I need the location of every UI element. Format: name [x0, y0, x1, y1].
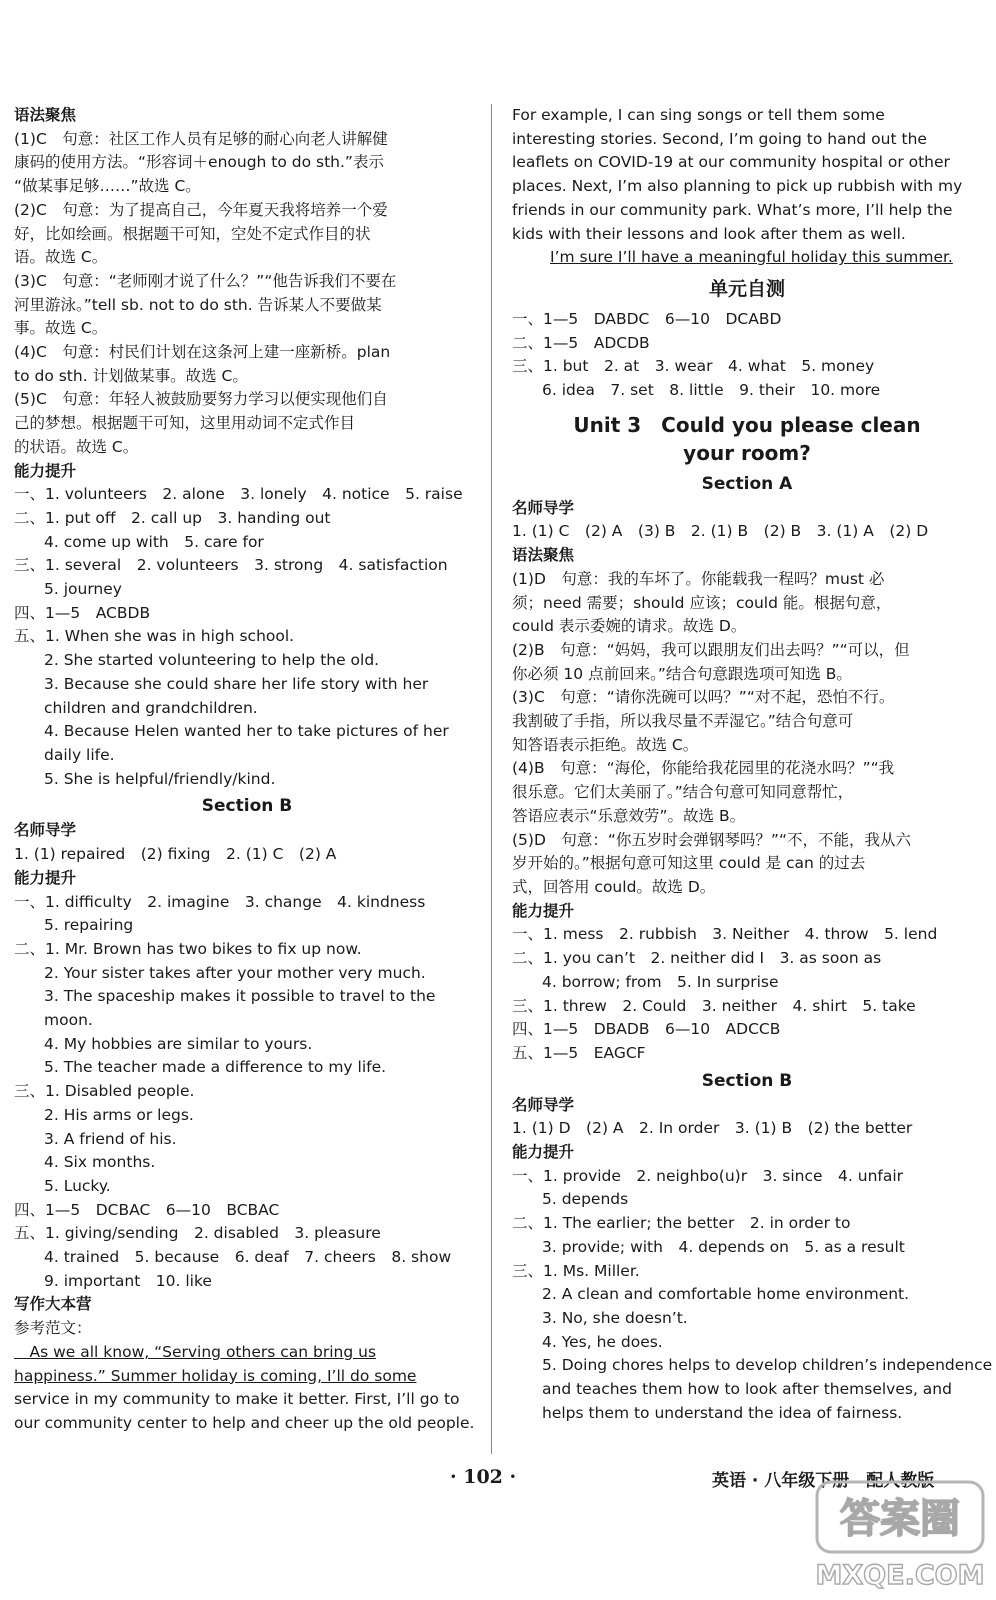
answer-line: 四、1—5 DCBAC 6—10 BCBAC [14, 1200, 280, 1219]
answer-line: 5. Lucky. [44, 1176, 111, 1195]
answer-line: 3. A friend of his. [44, 1129, 177, 1148]
grammar-line: 答语应表示“乐意效劳”。故选 B。 [512, 806, 746, 825]
answer-line: 5. repairing [44, 916, 134, 935]
answer-line: 一、1. provide 2. neighbo(u)r 3. since 4. unfair [512, 1166, 904, 1185]
answer-line: 三、1. but 2. at 3. wear 4. what 5. money [512, 357, 875, 376]
answer-line: 3. No, she doesn’t. [542, 1308, 688, 1327]
right-column [512, 104, 993, 1425]
grammar-line: (5)C 句意：年轻人被鼓励要努力学习以便实现他们自 [14, 390, 388, 409]
svg-text:MXQE.COM: MXQE.COM [815, 1560, 985, 1591]
answer-line: 三、1. threw 2. Could 3. neither 4. shirt 5. take [512, 996, 916, 1015]
answer-line: 2. Your sister takes after your mother very much. [44, 963, 426, 982]
essay-line: happiness.” Summer holiday is coming, I’ll do some [14, 1366, 417, 1385]
grammar-heading-a: 语法聚焦 [512, 546, 575, 565]
answer-line: 5. depends [542, 1190, 629, 1209]
grammar-line: to do sth. 计划做某事。故选 C。 [14, 366, 248, 385]
answer-line: 5. journey [44, 580, 122, 599]
answer-line: 四、1—5 ACBDB [14, 603, 151, 622]
ability2-list [14, 891, 480, 1294]
answer-line: helps them to understand the idea of fairness. [542, 1403, 903, 1422]
answer-line: 二、1. put off 2. call up 3. handing out [14, 508, 331, 527]
page-number: · 102 · [450, 1466, 517, 1488]
grammar-list-a [512, 568, 982, 900]
essay-line: I’m sure I’ll have a meaningful holiday this summer. [550, 248, 953, 267]
essay-left [14, 1341, 480, 1436]
ability2-heading-b: 能力提升 [512, 1143, 575, 1162]
answer-line: 三、1. Disabled people. [14, 1082, 195, 1101]
grammar-line: 语。故选 C。 [14, 248, 108, 267]
grammar-line: (2)B 句意：“妈妈，我可以跟朋友们出去吗？”“可以，但 [512, 640, 910, 659]
answer-line: 三、1. Ms. Miller. [512, 1261, 640, 1280]
grammar-line: (4)C 句意：村民们计划在这条河上建一座新桥。plan [14, 343, 391, 362]
column-divider [491, 104, 492, 1454]
ability-list-a [512, 923, 982, 1065]
essay-line: As we all know, “Serving others can bring us [14, 1342, 377, 1361]
book-info: 英语 · 八年级下册 配人教版 [712, 1471, 935, 1491]
teacher-line-b: 1. (1) D (2) A 2. In order 3. (1) B (2) the better [512, 1119, 913, 1138]
grammar-line: (3)C 句意：“老师刚才说了什么？”“他告诉我们不要在 [14, 271, 397, 290]
answer-line: 9. important 10. like [44, 1271, 212, 1290]
answer-line: 5. The teacher made a difference to my life. [44, 1058, 387, 1077]
answer-line: and teaches them how to look after themselves, and [542, 1380, 952, 1399]
answer-line: 三、1. several 2. volunteers 3. strong 4. satisfaction [14, 556, 448, 575]
answer-line: 2. A clean and comfortable home environment. [542, 1285, 910, 1304]
section-a-title: Section A [701, 473, 793, 494]
answer-line: 3. The spaceship makes it possible to travel to the [44, 987, 436, 1006]
section-b-title-r: Section B [701, 1070, 793, 1091]
grammar-line: (2)C 句意：为了提高自己，今年夏天我将培养一个爱 [14, 200, 388, 219]
answer-line: 6. idea 7. set 8. little 9. their 10. more [542, 381, 881, 400]
answer-line: 五、1. When she was in high school. [14, 627, 295, 646]
watermark-logo [815, 1478, 985, 1594]
answer-line: 四、1—5 DBADB 6—10 ADCCB [512, 1020, 781, 1039]
self-test-title: 单元自测 [708, 277, 785, 300]
essay-line: kids with their lessons and look after them as well. [512, 224, 906, 243]
answer-line: 五、1. giving/sending 2. disabled 3. pleasure [14, 1224, 381, 1243]
essay-line: For example, I can sing songs or tell them some [512, 106, 885, 124]
grammar-line: 的状语。故选 C。 [14, 437, 139, 456]
teacher-heading-b: 名师导学 [512, 1095, 575, 1114]
grammar-line: 我割破了手指，所以我尽量不弄湿它。”结合句意可 [512, 712, 854, 731]
answer-line: children and grandchildren. [44, 698, 258, 717]
essay-line: leaflets on COVID-19 at our community hospital or other [512, 153, 950, 172]
teacher-line-a: 1. (1) C (2) A (3) B 2. (1) B (2) B 3. (1) A (2) D [512, 522, 929, 541]
grammar-line: “做某事足够……”故选 C。 [14, 177, 201, 196]
ability-heading-a: 能力提升 [512, 901, 575, 920]
grammar-line: 河里游泳。”tell sb. not to do sth. 告诉某人不要做某 [14, 295, 382, 314]
answer-line: 一、1. volunteers 2. alone 3. lonely 4. notice 5. raise [14, 485, 463, 504]
grammar-line: 事。故选 C。 [14, 319, 108, 338]
answer-line: 一、1—5 DABDC 6—10 DCABD [512, 309, 782, 328]
section-b-title: Section B [201, 796, 293, 817]
answer-line: 3. Because she could share her life story with her [44, 674, 429, 693]
answer-line: 4. My hobbies are similar to yours. [44, 1034, 313, 1053]
unit-title-line2: your room? [683, 440, 811, 465]
grammar-line: 岁开始的。”根据句意可知这里 could 是 can 的过去 [512, 854, 866, 873]
answer-line: 4. Yes, he does. [542, 1332, 663, 1351]
answer-line: 4. Because Helen wanted her to take pictures of her [44, 722, 449, 741]
grammar-line: (5)D 句意：“你五岁时会弹钢琴吗？”“不，不能，我从六 [512, 830, 911, 849]
answer-line: 一、1. difficulty 2. imagine 3. change 4. kindness [14, 892, 426, 911]
grammar-line: could 表示委婉的请求。故选 D。 [512, 617, 747, 636]
grammar-line: 知答语表示拒绝。故选 C。 [512, 735, 699, 754]
answer-line: 5. She is helpful/friendly/kind. [44, 769, 276, 788]
answer-line: 二、1. Mr. Brown has two bikes to fix up now. [14, 939, 362, 958]
model-label: 参考范文： [14, 1319, 92, 1338]
teacher-heading: 名师导学 [14, 821, 77, 840]
grammar-heading: 语法聚焦 [14, 106, 77, 124]
grammar-line: 好，比如绘画。根据题干可知，空处不定式作目的状 [14, 224, 371, 243]
answer-line: 二、1—5 ADCDB [512, 333, 650, 352]
ability-list [14, 483, 480, 791]
answer-line: moon. [44, 1011, 93, 1030]
answer-line: daily life. [44, 745, 115, 764]
grammar-list [14, 128, 480, 460]
self-test-list [512, 308, 982, 403]
essay-right [512, 104, 982, 270]
answer-line: 2. His arms or legs. [44, 1105, 194, 1124]
grammar-line: (1)D 句意：我的车坏了。你能载我一程吗？must 必 [512, 569, 885, 588]
unit-title [512, 411, 982, 467]
answer-line: 五、1—5 EAGCF [512, 1043, 646, 1062]
grammar-line: 式，回答用 could。故选 D。 [512, 877, 716, 896]
answer-line: 二、1. you can’t 2. neither did I 3. as soon as [512, 949, 882, 968]
grammar-line: (3)C 句意：“请你洗碗可以吗？”“对不起，恐怕不行。 [512, 688, 895, 707]
teacher-line: 1. (1) repaired (2) fixing 2. (1) C (2) A [14, 845, 337, 864]
unit-title-line1: Unit 3 Could you please clean [573, 412, 921, 437]
ability-heading: 能力提升 [14, 461, 77, 480]
answer-line: 4. Six months. [44, 1153, 156, 1172]
essay-line: service in my community to make it better. First, I’ll go to [14, 1390, 460, 1409]
essay-line: interesting stories. Second, I’m going to hand out the [512, 129, 927, 148]
essay-line: our community center to help and cheer up the old people. [14, 1413, 475, 1432]
writing-heading: 写作大本营 [14, 1295, 92, 1314]
essay-line: friends in our community park. What’s more, I’ll help the [512, 200, 953, 219]
grammar-line: 很乐意。它们太美丽了。”结合句意可知同意帮忙， [512, 783, 854, 802]
essay-line: places. Next, I’m also planning to pick up rubbish with my [512, 177, 963, 196]
grammar-line: (4)B 句意：“海伦，你能给我花园里的花浇水吗？”“我 [512, 759, 895, 778]
grammar-line: 己的梦想。根据题干可知，这里用动词不定式作目 [14, 414, 356, 433]
ability2-heading: 能力提升 [14, 868, 77, 887]
answer-line: 5. Doing chores helps to develop children’s independence [542, 1356, 993, 1375]
answer-line: 3. provide; with 4. depends on 5. as a result [542, 1237, 905, 1256]
teacher-heading-a: 名师导学 [512, 498, 575, 517]
grammar-line: 康码的使用方法。“形容词＋enough to do sth.”表示 [14, 153, 384, 172]
answer-line: 二、1. The earlier; the better 2. in order to [512, 1214, 851, 1233]
answer-line: 4. borrow; from 5. In surprise [542, 972, 779, 991]
left-column [14, 104, 480, 1436]
grammar-line: 须；need 需要；should 应该；could 能。根据句意， [512, 593, 892, 612]
answer-line: 一、1. mess 2. rubbish 3. Neither 4. throw 5. lend [512, 925, 938, 944]
answer-line: 4. trained 5. because 6. deaf 7. cheers 8. show [44, 1248, 452, 1267]
answer-line: 4. come up with 5. care for [44, 532, 264, 551]
ability2-list-b [512, 1165, 993, 1426]
grammar-line: 你必须 10 点前回来。”结合句意跟选项可知选 B。 [512, 664, 852, 683]
grammar-line: (1)C 句意：社区工作人员有足够的耐心向老人讲解健 [14, 129, 388, 148]
answer-line: 2. She started volunteering to help the old. [44, 651, 380, 670]
svg-text:答案圈: 答案圈 [840, 1496, 960, 1542]
